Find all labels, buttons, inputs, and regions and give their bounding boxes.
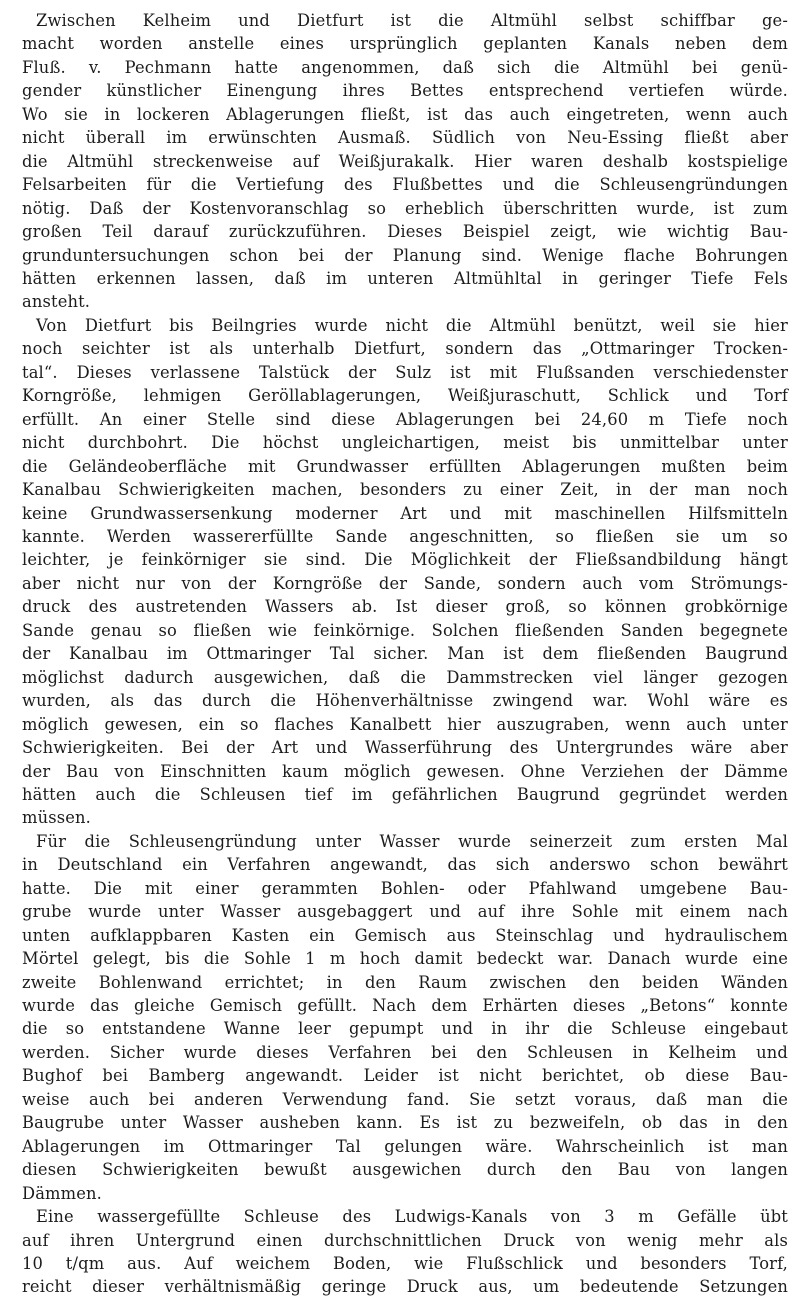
text-line: müssen. <box>22 808 91 828</box>
text-line: in Deutschland ein Verfahren angewandt, das sich anderswo schon bewährt <box>22 855 788 875</box>
text-line: Wo sie in lockeren Ablagerungen fließt, ist das auch eingetreten, wenn auch <box>22 104 788 124</box>
text-line: Sande genau so fließen wie feinkörnige. Solchen fließenden Sanden begegnete <box>22 620 788 640</box>
text-line: Ablagerungen im Ottmaringer Tal gelungen wäre. Wahrscheinlich ist man <box>22 1136 788 1156</box>
text-line: hatte. Die mit einer gerammten Bohlen- oder Pfahlwand umgebene Bau- <box>22 878 788 898</box>
text-line: die so entstandene Wanne leer gepumpt und in ihr die Schleuse eingebaut <box>22 1019 788 1039</box>
text-line: die Altmühl streckenweise auf Weißjurakalk. Hier waren deshalb kostspielige <box>22 151 788 171</box>
text-line: wurde das gleiche Gemisch gefüllt. Nach dem Erhärten dieses „Betons“ konnte <box>22 996 788 1016</box>
text-line: Zwischen Kelheim und Dietfurt ist die Altmühl selbst schiffbar ge- <box>36 11 788 30</box>
text-line: Dämmen. <box>22 1183 102 1203</box>
text-line: auf ihren Untergrund einen durchschnittlichen Druck von wenig mehr als <box>22 1230 788 1250</box>
text-line: möglich gewesen, ein so flaches Kanalbett hier auszugraben, wenn auch unter <box>22 714 788 734</box>
text-line: kannte. Werden wassererfüllte Sande angeschnitten, so fließen sie um so <box>22 526 788 546</box>
text-line: hätten auch die Schleusen tief im gefährlichen Baugrund gegründet werden <box>22 784 788 804</box>
text-line: tal“. Dieses verlassene Talstück der Sulz ist mit Flußsanden verschiedenster <box>22 362 788 382</box>
text-line: grunduntersuchungen schon bei der Planung sind. Wenige flache Bohrungen <box>22 245 788 265</box>
text-line: Eine wassergefüllte Schleuse des Ludwigs-Kanals von 3 m Gefälle übt <box>36 1207 788 1227</box>
text-line: druck des austretenden Wassers ab. Ist dieser groß, so können grobkörnige <box>22 597 788 617</box>
text-line: keine Grundwassersenkung moderner Art und mit maschinellen Hilfsmitteln <box>22 503 788 523</box>
text-line: macht worden anstelle eines ursprünglich geplanten Kanals neben dem <box>22 34 788 54</box>
text-line: Korngröße, lehmigen Geröllablagerungen, Weißjuraschutt, Schlick und Torf <box>22 386 788 406</box>
paragraph <box>22 1205 788 1299</box>
text-line: noch seichter ist als unterhalb Dietfurt, sondern das „Ottmaringer Trocken- <box>22 339 788 359</box>
text-line: erfüllt. An einer Stelle sind diese Ablagerungen bei 24,60 m Tiefe noch <box>22 409 788 429</box>
text-line: Für die Schleusengründung unter Wasser wurde seinerzeit zum ersten Mal <box>36 831 788 851</box>
text-line: der Kanalbau im Ottmaringer Tal sicher. Man ist dem fließenden Baugrund <box>22 644 788 664</box>
text-line: zweite Bohlenwand errichtet; in den Raum zwischen den beiden Wänden <box>22 972 788 992</box>
text-line: der Bau von Einschnitten kaum möglich gewesen. Ohne Verziehen der Dämme <box>22 761 788 781</box>
text-line: gender künstlicher Einengung ihres Bettes entsprechend vertiefen würde. <box>22 81 788 101</box>
text-line: Fluß. v. Pechmann hatte angenommen, daß sich die Altmühl bei genü- <box>22 57 788 77</box>
text-line: hätten erkennen lassen, daß im unteren Altmühltal in geringer Tiefe Fels <box>22 268 788 288</box>
text-line: Kanalbau Schwierigkeiten machen, besonders zu einer Zeit, in der man noch <box>22 480 788 500</box>
text-line: unten aufklappbaren Kasten ein Gemisch aus Steinschlag und hydraulischem <box>22 925 788 945</box>
text-line: großen Teil darauf zurückzuführen. Dieses Beispiel zeigt, wie wichtig Bau- <box>22 222 788 242</box>
text-line: nicht überall im erwünschten Ausmaß. Südlich von Neu-Essing fließt aber <box>22 128 788 148</box>
text-line: aber nicht nur von der Korngröße der Sande, sondern auch vom Strömungs- <box>22 573 788 593</box>
paragraph <box>22 830 788 1205</box>
text-line: reicht dieser verhältnismäßig geringe Druck aus, um bedeutende Setzungen <box>22 1277 788 1297</box>
text-line: Von Dietfurt bis Beilngries wurde nicht die Altmühl benützt, weil sie hier <box>36 315 788 335</box>
text-line: wurden, als das durch die Höhenverhältnisse zwingend war. Wohl wäre es <box>22 691 788 711</box>
text-line: weise auch bei anderen Verwendung fand. Sie setzt voraus, daß man die <box>22 1089 788 1109</box>
text-line: diesen Schwierigkeiten bewußt ausgewichen durch den Bau von langen <box>22 1160 788 1180</box>
text-line: nicht durchbohrt. Die höchst ungleichartigen, meist bis unmittelbar unter <box>22 433 788 453</box>
paragraph <box>22 9 788 314</box>
text-line: Baugrube unter Wasser ausheben kann. Es ist zu bezweifeln, ob das in den <box>22 1113 788 1133</box>
text-line: grube wurde unter Wasser ausgebaggert und auf ihre Sohle mit einem nach <box>22 902 788 922</box>
text-line: Bughof bei Bamberg angewandt. Leider ist nicht berichtet, ob diese Bau- <box>22 1066 788 1086</box>
text-line: werden. Sicher wurde dieses Verfahren bei den Schleusen in Kelheim und <box>22 1042 788 1062</box>
paragraph <box>22 314 788 830</box>
text-line: Schwierigkeiten. Bei der Art und Wasserführung des Untergrundes wäre aber <box>22 738 788 758</box>
text-line: ansteht. <box>22 292 91 312</box>
text-line: 10 t/qm aus. Auf weichem Boden, wie Flußschlick und besonders Torf, <box>22 1254 788 1274</box>
text-line: Felsarbeiten für die Vertiefung des Flußbettes und die Schleusengründungen <box>22 175 788 195</box>
document-page <box>22 9 788 1297</box>
text-line: nötig. Daß der Kostenvoranschlag so erheblich überschritten wurde, ist zum <box>22 198 788 218</box>
text-line: möglichst dadurch ausgewichen, daß die Dammstrecken viel länger gezogen <box>22 667 788 687</box>
text-line: leichter, je feinkörniger sie sind. Die Möglichkeit der Fließsandbildung hängt <box>22 550 788 570</box>
text-line: die Geländeoberfläche mit Grundwasser erfüllten Ablagerungen mußten beim <box>22 456 788 476</box>
text-line: Mörtel gelegt, bis die Sohle 1 m hoch damit bedeckt war. Danach wurde eine <box>22 949 788 969</box>
